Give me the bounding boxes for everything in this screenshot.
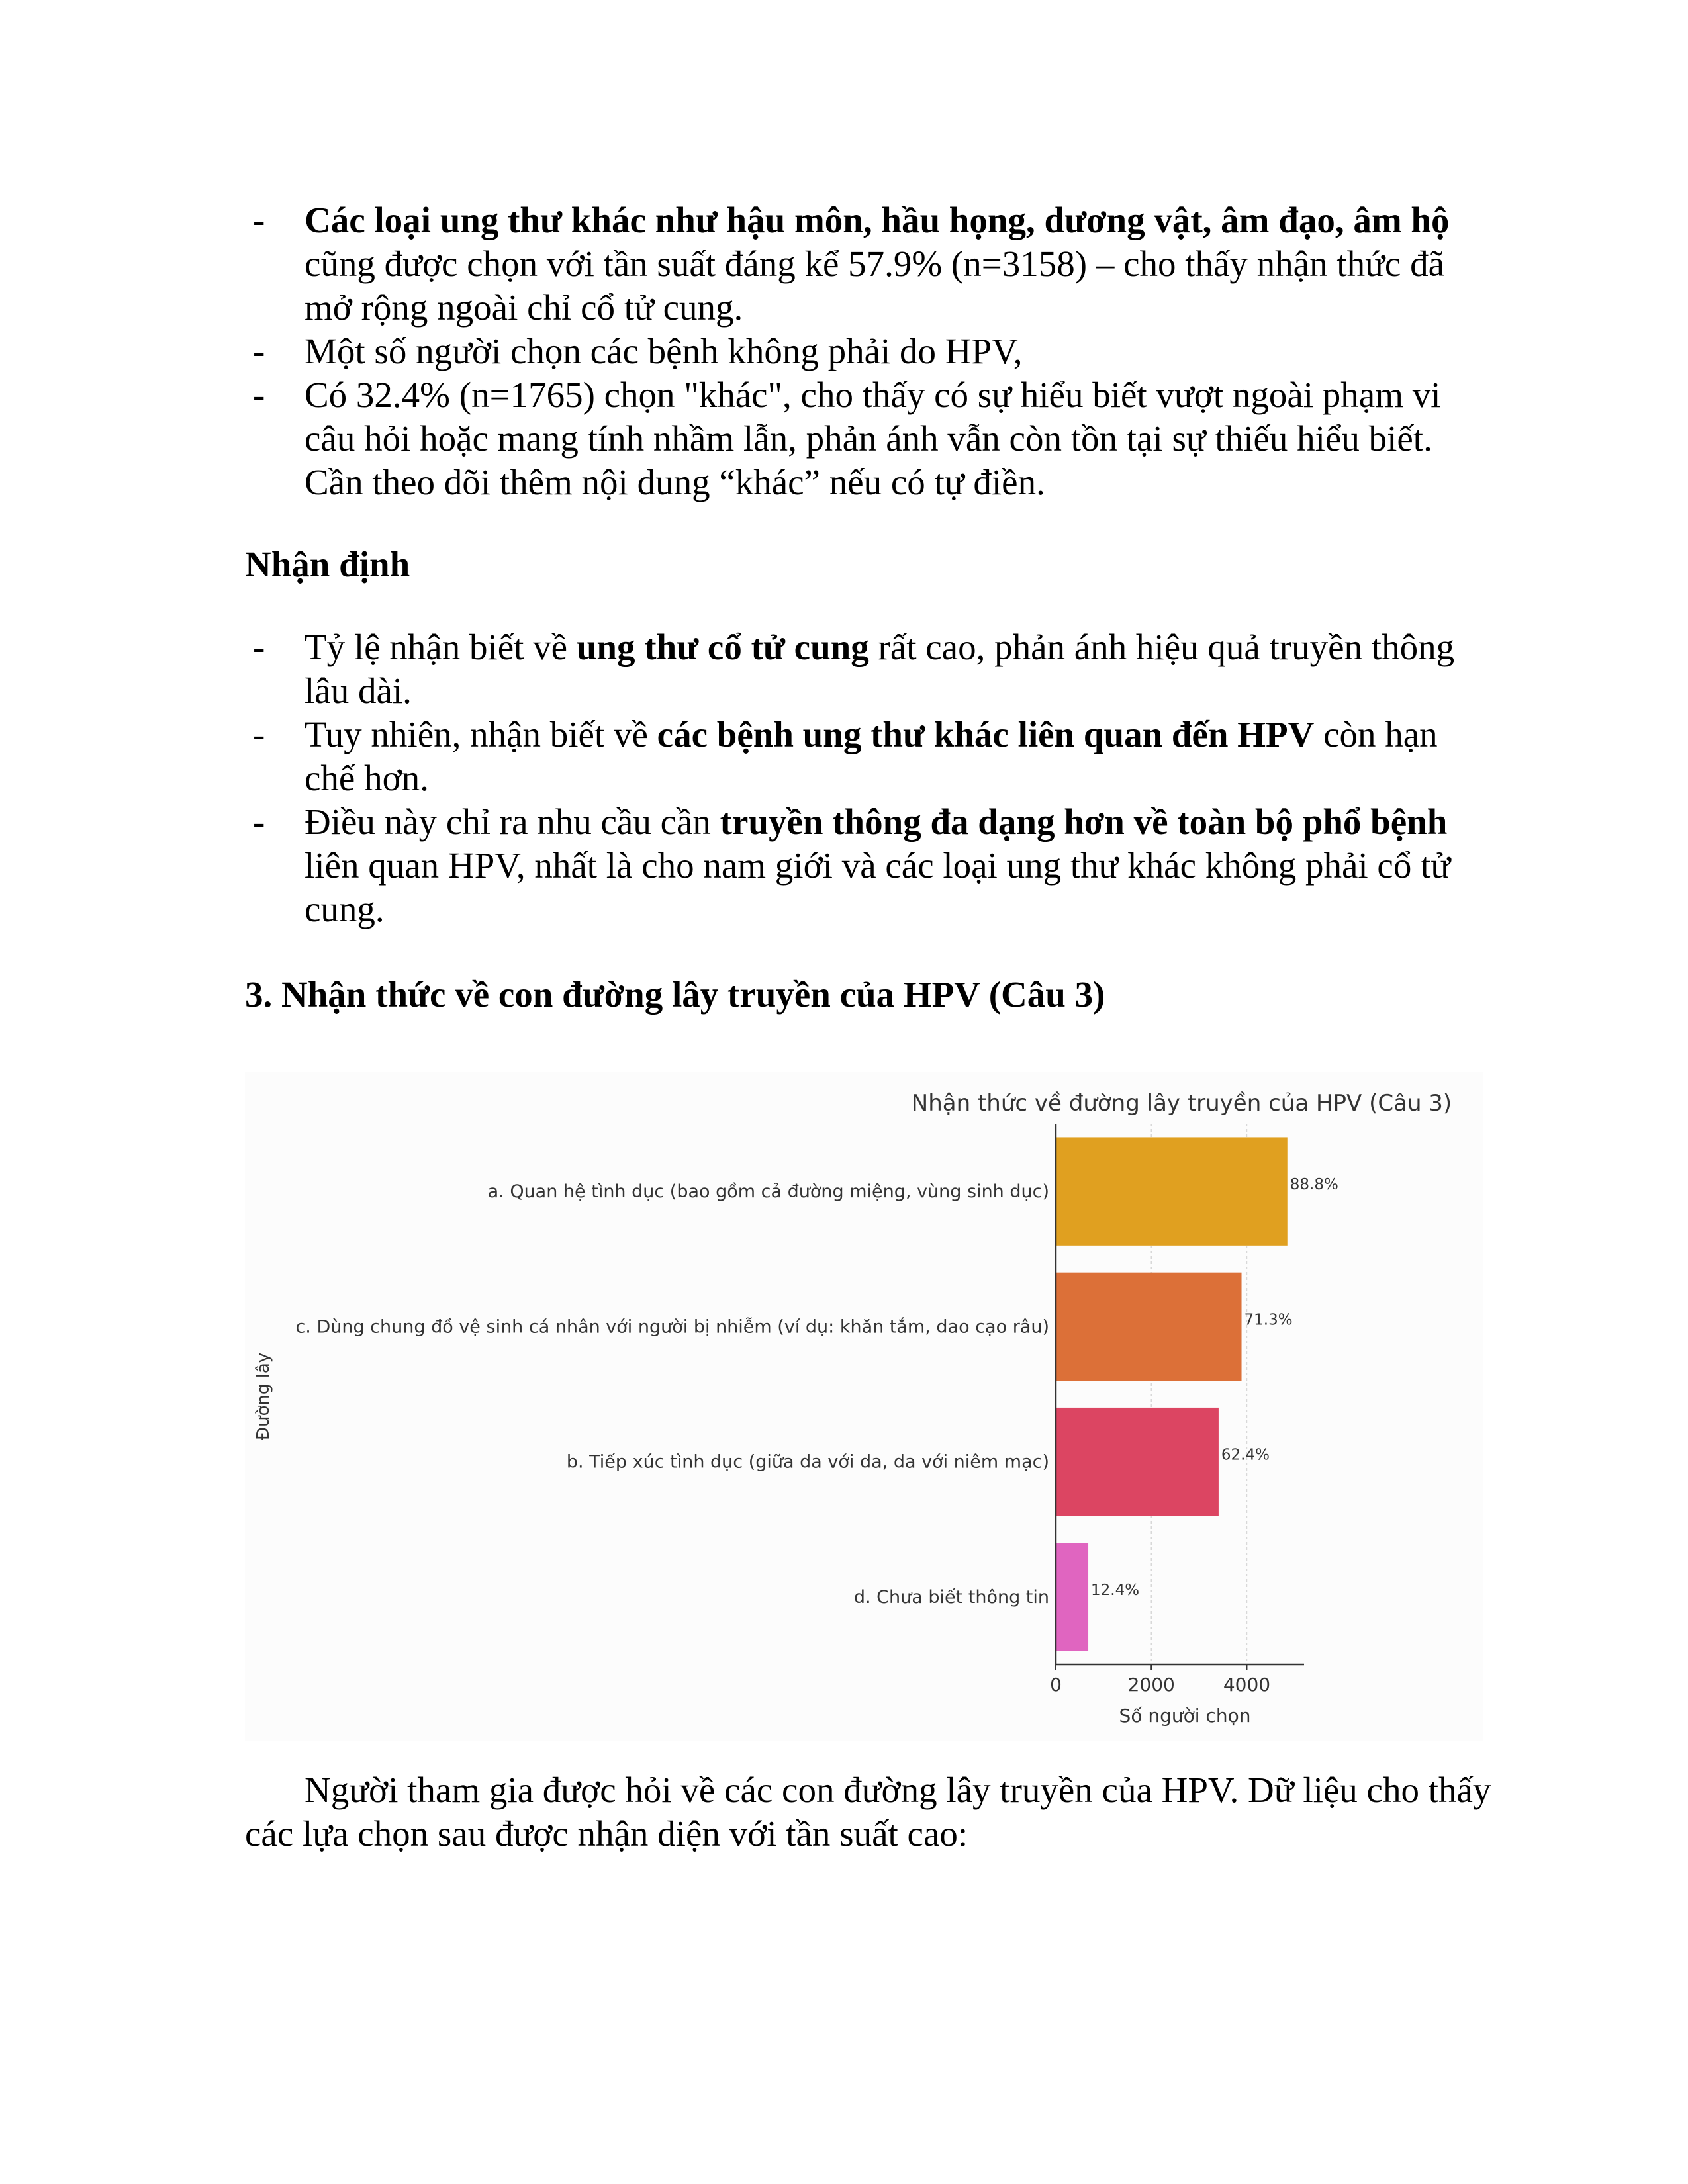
- bullet-list-nhan-dinh: [245, 625, 1470, 931]
- bar: [1056, 1543, 1088, 1651]
- bar: [1056, 1273, 1242, 1381]
- chart-svg: [245, 1072, 1483, 1741]
- list-item: - Điều này chỉ ra nhu cầu cần truyền thông đa dạng hơn về toàn bộ phổ bệnh liên quan HPV, nhất là cho nam giới và các loại ung thư khác không phải cổ tử cung.: [253, 801, 1451, 929]
- x-axis-label: Số người chọn: [1119, 1705, 1251, 1727]
- heading-nhan-dinh: Nhận định: [245, 544, 410, 584]
- list-item: - Có 32.4% (n=1765) chọn "khác", cho thấy có sự hiểu biết vượt ngoài phạm vi câu hỏi hoặc mang tính nhầm lẫn, phản ánh vẫn còn tồn tại sự thiếu hiểu biết. Cần theo dõi thêm nội dung “khác” nếu có tự điền.: [253, 375, 1441, 502]
- data-label: 71.3%: [1244, 1311, 1293, 1329]
- list-item: - Tuy nhiên, nhận biết về các bệnh ung thư khác liên quan đến HPV còn hạn chế hơn.: [253, 714, 1438, 798]
- category-label: b. Tiếp xúc tình dục (giữa da với da, da với niêm mạc): [566, 1451, 1049, 1473]
- y-axis-label: Đường lây: [254, 1352, 273, 1441]
- x-tick-label: 2000: [1127, 1674, 1175, 1696]
- x-tick-label: 0: [1050, 1674, 1062, 1696]
- bullet-list-top: [245, 199, 1470, 504]
- list-item: - Một số người chọn các bệnh không phải do HPV,: [253, 331, 1023, 371]
- data-label: 12.4%: [1091, 1581, 1140, 1599]
- list-item: - Các loại ung thư khác như hậu môn, hầu họng, dương vật, âm đạo, âm hộ cũng được chọn với tần suất đáng kể 57.9% (n=3158) – cho thấy nhận thức đã mở rộng ngoài chỉ cổ tử cung.: [253, 200, 1450, 328]
- category-label: d. Chưa biết thông tin: [853, 1586, 1049, 1608]
- category-label: a. Quan hệ tình dục (bao gồm cả đường miệng, vùng sinh dục): [487, 1181, 1049, 1203]
- heading-section-3: 3. Nhận thức về con đường lây truyền của HPV (Câu 3): [245, 974, 1105, 1015]
- bar: [1056, 1408, 1219, 1516]
- list-item: - Tỷ lệ nhận biết về ung thư cổ tử cung rất cao, phản ánh hiệu quả truyền thông lâu dài.: [253, 627, 1455, 711]
- category-label: c. Dùng chung đồ vệ sinh cá nhân với người bị nhiễm (ví dụ: khăn tắm, dao cạo râu): [295, 1316, 1049, 1338]
- data-label: 88.8%: [1289, 1176, 1338, 1194]
- section-3-paragraph: Người tham gia được hỏi về các con đường lây truyền của HPV. Dữ liệu cho thấy các lựa chọn sau được nhận diện với tần suất cao:: [245, 1770, 1491, 1854]
- data-label: 62.4%: [1221, 1446, 1270, 1464]
- bar: [1056, 1137, 1288, 1245]
- bar-layer: [1056, 1137, 1288, 1651]
- x-tick-label: 4000: [1223, 1674, 1271, 1696]
- chart-title: Nhận thức về đường lây truyền của HPV (Câu 3): [911, 1090, 1452, 1116]
- transmission-bar-chart: [245, 1072, 1483, 1741]
